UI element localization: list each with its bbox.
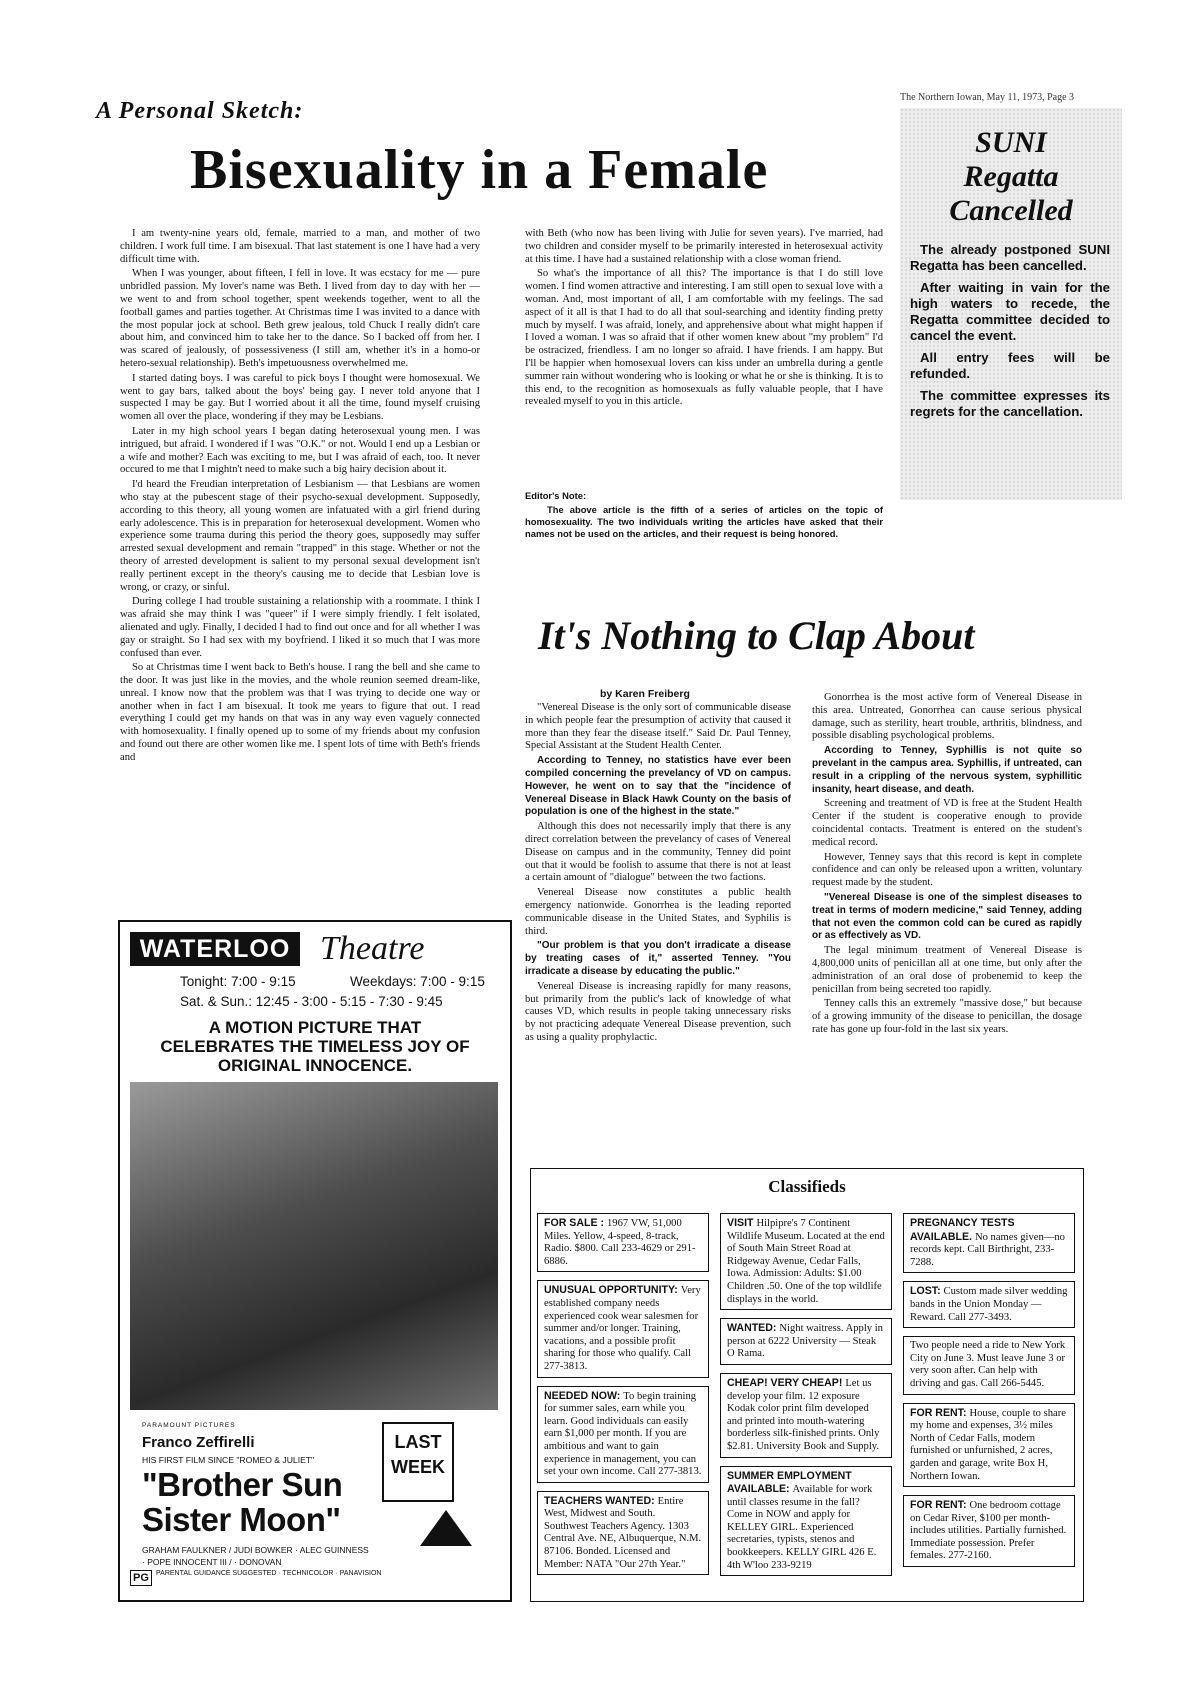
- kicker: A Personal Sketch:: [96, 98, 304, 124]
- cast-line: · POPE INNOCENT III / · DONOVAN: [142, 1557, 282, 1567]
- studio-credit: PARAMOUNT PICTURES: [142, 1422, 236, 1429]
- last-week-badge: [382, 1422, 454, 1502]
- suni-body: [900, 228, 1122, 420]
- vd-article-column-1: [525, 702, 791, 1047]
- showtimes-weekend: Sat. & Sun.: 12:45 - 3:00 - 5:15 - 7:30 - 9:45: [180, 994, 443, 1009]
- classifieds-section: [530, 1168, 1084, 1602]
- classified-ad-label: NEEDED NOW:: [544, 1389, 624, 1402]
- movie-tagline: A MOTION PICTURE THAT CELEBRATES THE TIMELESS JOY OF ORIGINAL INNOCENCE.: [160, 1018, 470, 1075]
- classified-ad-text: 1967 VW, 51,000 Miles. Yellow, 4-speed, 8-track, Radio. $800. Call 233-4629 or 291-6886.: [544, 1218, 696, 1267]
- vd-paragraph: Venereal Disease is increasing rapidly for many reasons, but primarily from the public's lack of knowledge of what causes VD, which results in people taking unnecessary risks by not practicing adequate Venereal Disease prevention, such as using a quality prophylactic.: [525, 980, 791, 1043]
- classified-ad-text: Available for work until classes resume in the fall? Come in NOW and apply for KELLEY GIRL. Experienced secretaries, typists, stenos and bookkeepers. KELLY GIRL 426 E. 4th W'loo 233-9219: [727, 1484, 877, 1571]
- rating-badge: PG: [130, 1570, 152, 1586]
- classified-ad-text: Hilpipre's 7 Continent Wildlife Museum. Located at the end of South Main Street Road at Ridgeway Avenue, Cedar Falls, Iowa. Admission: Adults: $1.00 Children .50. One of the top wildlife displays in the world.: [727, 1218, 885, 1305]
- article-column-2: [525, 228, 883, 411]
- suni-title-line: Regatta: [963, 160, 1059, 193]
- suni-paragraph: The already postponed SUNI Regatta has been cancelled.: [910, 242, 1110, 273]
- classified-ad-label: SUMMER EMPLOYMENT AVAILABLE:: [727, 1469, 852, 1496]
- classified-ad-label: CHEAP! VERY CHEAP!: [727, 1376, 846, 1389]
- film-title: [142, 1467, 342, 1537]
- classifieds-column: [537, 1213, 709, 1583]
- classified-ad-label: VISIT: [727, 1217, 757, 1229]
- editor-note: [525, 490, 883, 540]
- classified-ad: [903, 1213, 1075, 1273]
- vd-article-title: It's Nothing to Clap About: [538, 613, 975, 658]
- movie-still-photo: [130, 1082, 498, 1410]
- suni-regatta-box: [900, 108, 1122, 500]
- classified-ad: [903, 1495, 1075, 1567]
- suni-paragraph: All entry fees will be refunded.: [910, 350, 1110, 381]
- classified-ad: [720, 1318, 892, 1365]
- cast-credits: [142, 1544, 369, 1568]
- film-title-line: Sister Moon": [142, 1501, 341, 1538]
- movie-advertisement: [118, 920, 512, 1602]
- classified-ad: [537, 1386, 709, 1483]
- director-name: Franco Zeffirelli: [142, 1434, 255, 1451]
- vd-paragraph: According to Tenney, no statistics have ever been compiled concerning the prevelancy of VD on campus. However, he went on to say that the "incidence of Venereal Disease in Black Hawk County on the basis of population is one of the highest in the state.": [525, 755, 791, 818]
- vd-paragraph: Tenney calls this an extremely "massive dose," but because of a growing immunity of the disease to penicillan, the dosage rate has gone up four-fold in the last six years.: [812, 998, 1082, 1035]
- vd-paragraph: Although this does not necessarily imply that there is any direct correlation between the prevelancy of cases of Venereal Disease on campus and in the community, Tenney did point out that it would be foolish to assume that there is not at least a certain amount of "dialogue" between the two factions.: [525, 821, 791, 884]
- editor-note-body: The above article is the fifth of a series of articles on the topic of homosexuality. The two individuals writing the articles have asked that their names not be used on the articles, and their request is being honored.: [525, 504, 883, 539]
- classified-ad-text: Custom made silver wedding bands in the Union Monday — Reward. Call 277-3493.: [910, 1286, 1068, 1323]
- vd-paragraph: "Venereal Disease is the only sort of communicable disease in which people fear the presumption of activity that caused it more than they fear the disease itself." Said Dr. Paul Tenney, Special Assistant at the Student Health Center.: [525, 702, 791, 752]
- classified-ad-label: UNUSUAL OPPORTUNITY:: [544, 1284, 681, 1297]
- theatre-name: WATERLOO: [130, 932, 300, 966]
- article-paragraph: So what's the importance of all this? The importance is that I do still love women. I find women attractive and interesting. I am still open to sexual love with a woman. And, most important of all, I am comfortable with my feelings. The sad aspect of it all is that I had to do all that soul-searching and identity finding pretty much by myself. I was afraid, lonely, and apprehensive about what might happen if I loved a woman. I was so afraid that if other women knew about "my problem" I'd be ostracized, friendless. I am no longer so afraid. I have friends. I am happy. But I'll be happier when homosexual lovers can kiss under an umbrella during a gentle summer rain without wondering who is looking or what he or she is thinking. It is to this end, to the recognition as homosexuals as fully valuable people, that I have revealed myself to you in this article.: [525, 268, 883, 408]
- classified-ad-label: TEACHERS WANTED:: [544, 1494, 658, 1507]
- classified-ad-label: WANTED:: [727, 1322, 780, 1335]
- masthead: The Northern Iowan, May 11, 1973, Page 3: [900, 92, 1075, 103]
- cast-line: GRAHAM FAULKNER / JUDI BOWKER · ALEC GUINNESS: [142, 1545, 369, 1555]
- classified-ad-text: Very established company needs experienced cook wear salesmen for summer and/or longer. Training, vacations, and a possible profit sharing for those who qualify. Call 277-3813.: [544, 1285, 701, 1372]
- classifieds-title: Classifieds: [768, 1177, 846, 1196]
- vd-article-column-2: [812, 692, 1082, 1039]
- article-paragraph: I started dating boys. I was careful to pick boys I thought were homosexual. We went to gay bars, talked about the boys' being gay. I never told anyone that I suspected I may be gay. But I worried about it all the time, found myself cruising women all over the place, wondering if they may be Lesbians.: [120, 372, 480, 423]
- vd-paragraph: "Venereal Disease is one of the simplest diseases to treat in terms of modern medicine," said Tenney, adding that not even the common cold can be cured as rapidly or as effectively as VD.: [812, 891, 1082, 942]
- vd-paragraph: According to Tenney, Syphillis is not quite so prevelant in the campus area. Syphillis, if untreated, can result in a crippling of the nervous system, syphillitic insanity, heart disease, and death.: [812, 745, 1082, 795]
- suni-title-line: SUNI: [975, 126, 1047, 159]
- rating-guidance: PARENTAL GUIDANCE SUGGESTED · TECHNICOLOR · PANAVISION: [156, 1570, 382, 1577]
- article-paragraph: When I was younger, about fifteen, I fell in love. It was ecstacy for me — pure unbridled passion. My lover's name was Beth. I lived from day to day with her — we went to and from school together, spent weekends together, went to all the football games and parties together. At Christmas time I was invited to a dance with the most popular jock at school. Beth grew jealous, told Chuck I really didn't care about him, and convinced him to take her to the dance. So I backed off from her. I was scared of jealously, of possessiveness (I still am, whether it's in a homo-or hetero-sexual relationship). Beth's impetuousness overwhelmed me.: [120, 268, 480, 369]
- classified-ad: [903, 1281, 1075, 1328]
- vd-paragraph: The legal minimum treatment of Venereal Disease is 4,800,000 units of penicillan all at one time, but only after the administration of an oral dose of probenemid to keep the penicillan from being secreted too rapidly.: [812, 945, 1082, 995]
- page-title: Bisexuality in a Female: [190, 139, 769, 201]
- classified-ad-text: House, couple to share my home and expenses, 3½ miles North of Cedar Falls, modern furnished or unfurnished, 2 acres, garden and garage, write Box H, Northern Iowan.: [910, 1407, 1066, 1482]
- classified-ad-label: PREGNANCY TESTS AVAILABLE.: [910, 1217, 1015, 1243]
- last-week-text: LAST: [394, 1432, 442, 1452]
- classified-ad-text: To begin training for summer sales, earn while you learn. Good individuals can easily earn $1,000 per month. If you are ambitious and want to gain experience in management, you can set your own income. Call 277-3813.: [544, 1390, 702, 1478]
- classified-ad-text: Entire West, Midwest and South. Southwest Teachers Agency. 1303 Central Ave. NE, Albuquerque, N.M. 87106. Bonded. Licensed and Member: NATA "Our 27th Year.": [544, 1495, 702, 1570]
- article-paragraph: So at Christmas time I went back to Beth's house. I rang the bell and she came to the door. It was just like in the movies, and the whole reunion seemed dream-like, unreal. I know now that the problem was that I was trying to decide one way or another when in fact I am bisexual. It took me years to figure that out. I read everything I could get my hands on that was in any way even vaguely connected with homosexuality. I finally opened up to some of my friends about my confusion and found out there are other women like me. I spent lots of time with Beth's friends and: [120, 662, 480, 763]
- article-paragraph: Later in my high school years I began dating heterosexual young men. I was intrigued, but afraid. I wondered if I was "O.K." or not. Would I end up a Lesbian or a wife and mother? Each was exciting to me, but I was afraid of each, too. It never occured to me that I mightn't need to make such a big hairy decision about it.: [120, 425, 480, 476]
- vd-paragraph: However, Tenney says that this record is kept in complete confidence and can only be released upon a written, voluntary request made by the student.: [812, 851, 1082, 889]
- editor-note-heading: Editor's Note:: [525, 490, 587, 501]
- director-subtitle: HIS FIRST FILM SINCE "ROMEO & JULIET": [142, 1455, 315, 1465]
- classified-ad-label: FOR SALE :: [544, 1217, 607, 1229]
- classified-ad-text: Night waitress. Apply in person at 6222 University — Steak O Rama.: [727, 1323, 883, 1360]
- classified-ad-text: Let us develop your film. 12 exposure Kodak color print film developed and printed into mouth-watering borderless silk-finished prints. Only $2.81. University Book and Supply.: [727, 1377, 880, 1452]
- showtimes-tonight: Tonight: 7:00 - 9:15: [180, 974, 296, 989]
- suni-paragraph: The committee expresses its regrets for the cancellation.: [910, 388, 1110, 419]
- last-week-text: WEEK: [391, 1457, 445, 1477]
- classified-ad-label: FOR RENT:: [910, 1499, 970, 1512]
- classified-ad-text: One bedroom cottage on Cedar River, $100 per month-includes utilities. Partially furnished. Immediate possession. Prefer females. 277-2160.: [910, 1500, 1067, 1562]
- showtimes-weekdays: Weekdays: 7:00 - 9:15: [350, 974, 485, 989]
- classifieds-column: [720, 1213, 892, 1584]
- vd-paragraph: Gonorrhea is the most active form of Venereal Disease in this area. Untreated, Gonorrhea can cause serious physical damage, such as sterility, heart trouble, arthritis, blindness, and possible disabling psychological problems.: [812, 692, 1082, 742]
- article-paragraph: During college I had trouble sustaining a relationship with a roommate. I think I was afraid she may think I was "queer" if I were simply friendly. I felt isolated, alienated and ugly. Finally, I decided I had to find out once and for all whether I was gay or straight. So I had sex with my boyfriend. I liked it so much that I was more confused than ever.: [120, 596, 480, 659]
- classified-ad: [537, 1491, 709, 1576]
- vd-paragraph: "Our problem is that you don't irradicate a disease by treating cases of it," asserted Tenney. "You irradicate a disease by educating the public.": [525, 940, 791, 977]
- classified-ad: [903, 1403, 1075, 1488]
- suni-title-line: Cancelled: [949, 194, 1073, 227]
- classified-ad: [720, 1213, 892, 1310]
- classified-ad: [720, 1466, 892, 1577]
- theatre-word: Theatre: [320, 930, 425, 967]
- classified-ad-label: LOST:: [910, 1285, 944, 1298]
- suni-paragraph: After waiting in vain for the high waters to recede, the Regatta committee decided to cancel the event.: [910, 280, 1110, 343]
- film-title-line: "Brother Sun: [142, 1466, 343, 1503]
- classified-ad-text: Two people need a ride to New York City on June 3. Must leave June 3 or very soon after. Can help with driving and gas. Call 266-5445.: [910, 1340, 1066, 1389]
- paramount-logo-icon: [420, 1510, 472, 1546]
- classified-ad: [903, 1336, 1075, 1394]
- classified-ad: [537, 1213, 709, 1272]
- article-paragraph: I'd heard the Freudian interpretation of Lesbianism — that Lesbians are women who stay at the pubescent stage of their psycho-sexual development. Supposedly, according to this theory, all young women are infatuated with a girl friend during early adolescence. This is in preparation for heterosexual development. Women who experience some trauma during this period the theory goes, supposedly may suffer arrested sexual development and remain "trapped" in this stage. Whether or not the theory of arrested development is salient to my personal sexual development isn't really pertinent except in the theory's causing me to decide that Lesbian love is wrong, or crazy, or sinful.: [120, 479, 480, 593]
- classifieds-column: [903, 1213, 1075, 1575]
- article-paragraph: with Beth (who now has been living with Julie for seven years). I've married, had two children and consider myself to be primarily interested in heterosexual activity at this time. I have had a sustained relationship with a close woman friend.: [525, 228, 883, 265]
- article-column-1: [120, 228, 480, 767]
- vd-paragraph: Screening and treatment of VD is free at the Student Health Center if the student is cooperative enough to provide coincidental contacts. Treatment is entered on the student's medical record.: [812, 798, 1082, 848]
- vd-article-byline: by Karen Freiberg: [600, 688, 690, 700]
- article-paragraph: I am twenty-nine years old, female, married to a man, and mother of two children. I work full time. I am bisexual. That last statement is one I have had a very difficult time with.: [120, 228, 480, 265]
- classified-ad-text: No names given—no records kept. Call Birthright, 233-7288.: [910, 1231, 1065, 1268]
- classified-ad: [720, 1373, 892, 1458]
- classified-ad-label: FOR RENT:: [910, 1406, 970, 1419]
- suni-title: [900, 126, 1122, 228]
- classified-ad: [537, 1280, 709, 1377]
- vd-paragraph: Venereal Disease now constitutes a public health emergency nationwide. Gonorrhea is the leading reported communicable disease in the United States, and Syphilis is third.: [525, 887, 791, 937]
